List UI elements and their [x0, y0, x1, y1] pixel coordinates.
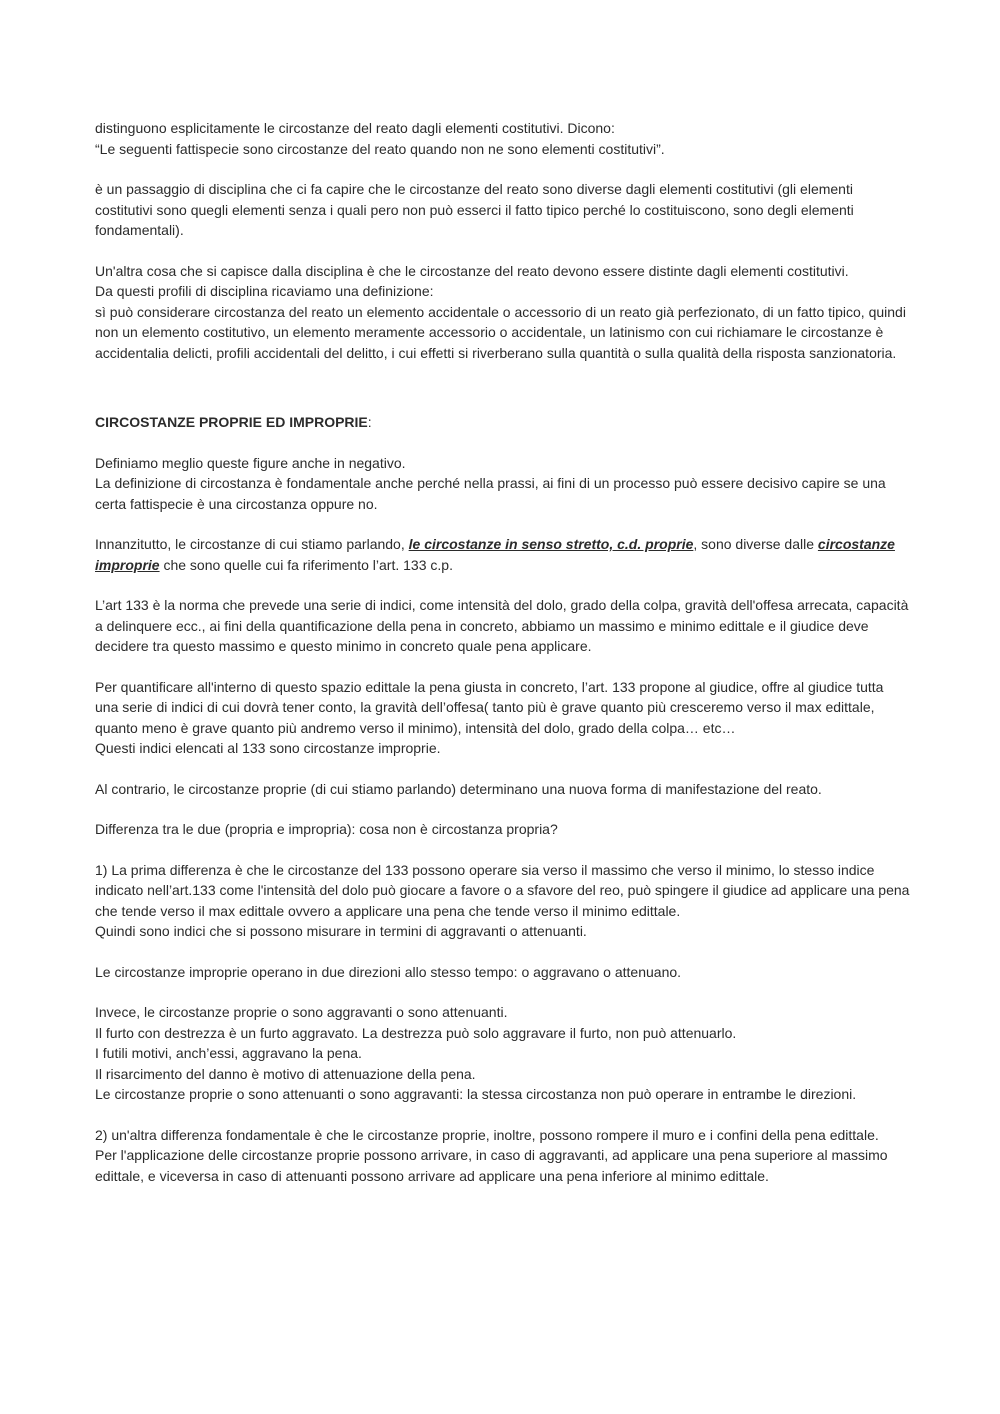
paragraph-12-line-5: Le circostanze proprie o sono attenuanti o sono aggravanti: la stessa circostanza non può operare in entrambe le direzioni. [95, 1086, 857, 1102]
section-heading [95, 412, 910, 433]
paragraph-12-line-1: Invece, le circostanze proprie o sono aggravanti o sono attenuanti. [95, 1004, 508, 1020]
paragraph-4-line-2: La definizione di circostanza è fondamentale anche perché nella prassi, ai fini di un processo può essere decisivo capire se una certa fattispecie è una circostanza oppure no. [95, 475, 886, 512]
paragraph-3-line-1: Un'altra cosa che si capisce dalla disciplina è che le circostanze del reato devono essere distinte dagli elementi costitutivi. [95, 262, 849, 279]
paragraph-9: Differenza tra le due (propria e impropria): cosa non è circostanza propria? [95, 821, 558, 837]
document-page [95, 118, 910, 1186]
paragraph-4-line-1: Definiamo meglio queste figure anche in negativo. [95, 454, 406, 471]
paragraph-12-line-3: I futili motivi, anch’essi, aggravano la pena. [95, 1045, 362, 1061]
emphasis-proper-circumstances: le circostanze in senso stretto, c.d. proprie [408, 536, 694, 552]
paragraph-3-line-2: Da questi profili di disciplina ricaviamo una definizione: [95, 283, 434, 299]
paragraph-10-line-2: Quindi sono indici che si possono misurare in termini di aggravanti o attenuanti. [95, 923, 587, 939]
section-heading-text: CIRCOSTANZE PROPRIE ED IMPROPRIE [95, 414, 368, 430]
section-heading-colon: : [367, 414, 372, 430]
paragraph-6: L’art 133 è la norma che prevede una serie di indici, come intensità del dolo, grado della colpa, gravità dell'offesa arrecata, capacità a delinquere ecc., ai fini della quantificazione della pena in concreto, abbiamo un massimo e minimo edittale e il giudice deve decidere tra questo massimo e questo minimo in concreto quale pena applicare. [95, 597, 909, 654]
paragraph-13-line-2: Per l'applicazione delle circostanze proprie possono arrivare, in caso di aggravanti, ad applicare una pena superiore al massimo edittale, e viceversa in caso di attenuanti possono arrivare ad applicare una pena inferiore al minimo edittale. [95, 1147, 888, 1184]
paragraph-1-line-2: “Le seguenti fattispecie sono circostanze del reato quando non ne sono elementi costitutivi”. [95, 140, 665, 157]
paragraph-11: Le circostanze improprie operano in due direzioni allo stesso tempo: o aggravano o attenuano. [95, 963, 682, 980]
paragraph-1-line-1: distinguono esplicitamente le circostanze del reato dagli elementi costitutivi. Dicono: [95, 120, 615, 136]
paragraph-2: è un passaggio di disciplina che ci fa capire che le circostanze del reato sono diverse dagli elementi costitutivi (gli elementi costitutivi sono quegli elementi senza i quali pero non può esserci il fatto tipico perché lo costituiscono, sono degli elementi fondamentali). [95, 181, 854, 238]
paragraph-10-line-1: 1) La prima differenza è che le circostanze del 133 possono operare sia verso il massimo che verso il minimo, lo stesso indice indicato nell’art.133 come l'intensità del dolo può giocare a favore o a sfavore del reo, può spingere il giudice ad applicare una pena che tende verso il max edittale ovvero a applicare una pena che tende verso il minimo edittale. [95, 861, 910, 919]
paragraph-5 [95, 534, 910, 575]
emphasis-improper-circumstances: circostanze improprie [95, 536, 895, 573]
paragraph-12-line-2: Il furto con destrezza è un furto aggravato. La destrezza può solo aggravare il furto, non può attenuarlo. [95, 1024, 737, 1041]
paragraph-13-line-1: 2) un'altra differenza fondamentale è che le circostanze proprie, inoltre, possono rompere il muro e i confini della pena edittale. [95, 1126, 879, 1143]
paragraph-5-text-b: , sono diverse dalle [693, 536, 818, 552]
paragraph-5-text-c: che sono quelle cui fa riferimento l’art. 133 c.p. [159, 556, 453, 573]
paragraph-3-line-3: sì può considerare circostanza del reato un elemento accidentale o accessorio di un reato già perfezionato, di un fatto tipico, quindi non un elemento costitutivo, un elemento meramente accessorio o accidentale, un latinismo con cui richiamare le circostanze è accidentalia delicti, profili accidentali del delitto, i cui effetti si riverberano sulla quantità o sulla qualità della risposta sanzionatoria. [95, 303, 906, 361]
paragraph-7-line-1: Per quantificare all'interno di questo spazio edittale la pena giusta in concreto, l’art. 133 propone al giudice, offre al giudice tutta una serie di indici di cui dovrà tener conto, la gravità dell’offesa( tanto più è grave quanto più cresceremo verso il max edittale, quanto meno è grave quanto più andremo verso il minimo), intensità del dolo, grado della colpa… etc… [95, 678, 884, 736]
paragraph-8: Al contrario, le circostanze proprie (di cui stiamo parlando) determinano una nuova forma di manifestazione del reato. [95, 780, 822, 797]
paragraph-12-line-4: Il risarcimento del danno è motivo di attenuazione della pena. [95, 1065, 476, 1082]
paragraph-5-text-a: Innanzitutto, le circostanze di cui stiamo parlando, [95, 536, 409, 552]
paragraph-7-line-2: Questi indici elencati al 133 sono circostanze improprie. [95, 740, 441, 756]
